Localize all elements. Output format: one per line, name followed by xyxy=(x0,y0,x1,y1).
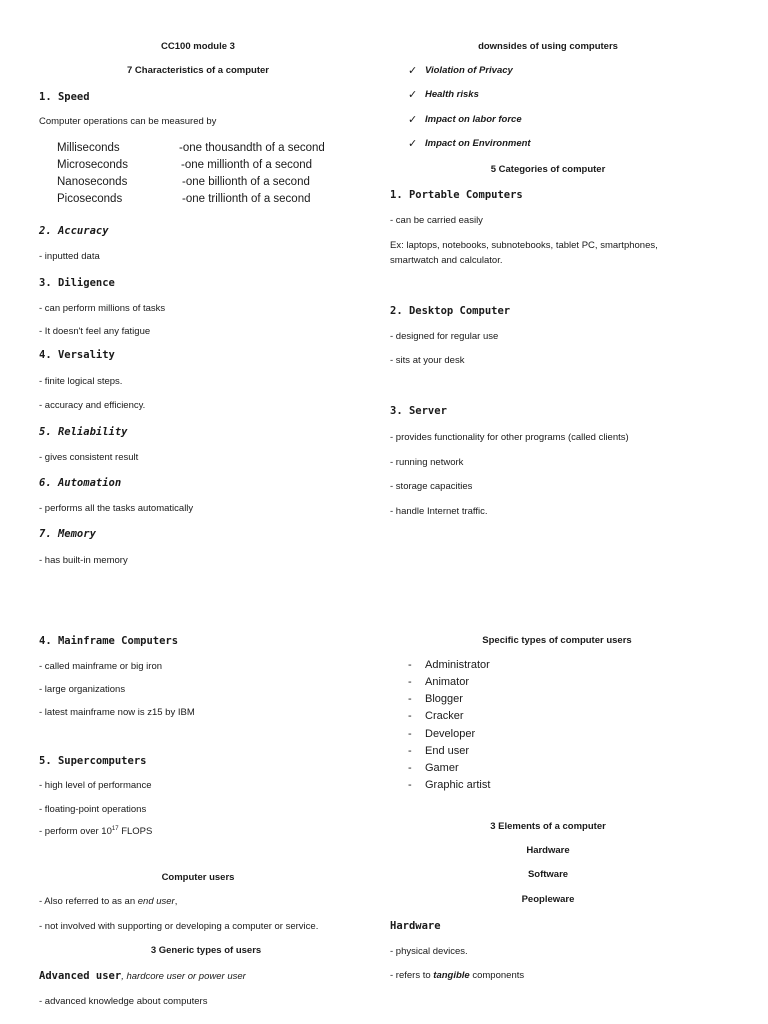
computer-users-title: Computer users xyxy=(161,872,235,883)
mainframe-heading: 4. Mainframe Computers xyxy=(39,635,179,647)
user-type-item: - Gamer xyxy=(408,762,459,774)
user-types-title: Specific types of computer users xyxy=(482,635,632,646)
check-icon: ✓ xyxy=(408,65,418,77)
user-type-item: - Graphic artist xyxy=(408,779,491,791)
accuracy-heading: 2. Accuracy xyxy=(39,225,109,237)
downsides-title: downsides of using computers xyxy=(478,41,618,52)
flops-exponent: 17 xyxy=(111,825,119,832)
server-line: - storage capacities xyxy=(390,481,473,492)
advanced-user-rest: , hardcore user or power user xyxy=(121,971,246,982)
hardware-heading: Hardware xyxy=(390,920,441,932)
user-type-label: Developer xyxy=(425,728,476,740)
element-item: Peopleware xyxy=(521,894,575,905)
check-icon: ✓ xyxy=(408,89,418,101)
supercomputers-heading: 5. Supercomputers xyxy=(39,755,147,767)
portable-heading: 1. Portable Computers xyxy=(390,189,523,201)
diligence-heading: 3. Diligence xyxy=(39,277,115,289)
user-type-label: Administrator xyxy=(425,659,490,671)
check-icon: ✓ xyxy=(408,114,418,126)
portable-example: Ex: laptops, notebooks, subnotebooks, tablet PC, smartphones, xyxy=(390,240,658,251)
memory-heading: 7. Memory xyxy=(39,528,96,540)
portable-example: smartwatch and calculator. xyxy=(390,255,503,266)
document-title: CC100 module 3 xyxy=(161,41,235,52)
unit-desc: -one trillionth of a second xyxy=(182,193,311,205)
advanced-user-bold: Advanced user xyxy=(39,970,122,982)
check-icon: ✓ xyxy=(408,138,418,150)
user-type-item: - End user xyxy=(408,745,470,757)
desktop-line: - designed for regular use xyxy=(390,331,499,342)
user-type-item: - Animator xyxy=(408,676,470,688)
elements-title: 3 Elements of a computer xyxy=(490,821,606,832)
users-line-em: end user xyxy=(137,896,175,907)
user-type-item: - Cracker xyxy=(408,710,464,722)
user-type-label: Graphic artist xyxy=(425,779,491,791)
supercomputers-line: - floating-point operations xyxy=(39,804,147,815)
downside-item: Health risks xyxy=(425,89,479,100)
users-line-suffix: , xyxy=(174,896,178,907)
element-item: Software xyxy=(527,869,569,880)
unit-name: Microseconds xyxy=(57,159,128,171)
advanced-user-text: - advanced knowledge about computers xyxy=(39,996,208,1007)
desktop-heading: 2. Desktop Computer xyxy=(390,305,511,317)
user-type-item: - Developer xyxy=(408,728,476,740)
advanced-user-line xyxy=(39,970,246,983)
hardware-line-prefix: - refers to xyxy=(390,970,434,981)
user-type-item: - Blogger xyxy=(408,693,463,705)
server-line: - handle Internet traffic. xyxy=(390,506,488,517)
user-type-label: Cracker xyxy=(425,710,464,722)
versality-line: - finite logical steps. xyxy=(39,376,123,387)
categories-title: 5 Categories of computer xyxy=(490,164,606,175)
flops-prefix: - perform over 10 xyxy=(39,826,112,837)
diligence-line: - It doesn't feel any fatigue xyxy=(39,326,151,337)
characteristics-title: 7 Characteristics of a computer xyxy=(126,65,270,76)
flops-suffix: FLOPS xyxy=(118,826,153,837)
unit-name: Nanoseconds xyxy=(57,176,128,188)
users-line: - not involved with supporting or developing a computer or service. xyxy=(39,921,319,932)
generic-users-title: 3 Generic types of users xyxy=(150,945,262,956)
versality-line: - accuracy and efficiency. xyxy=(39,400,146,411)
versality-heading: 4. Versality xyxy=(39,349,115,361)
diligence-line: - can perform millions of tasks xyxy=(39,303,166,314)
downside-item: Impact on labor force xyxy=(425,114,522,125)
speed-heading: 1. Speed xyxy=(39,91,90,103)
automation-text: - performs all the tasks automatically xyxy=(39,503,194,514)
downside-item: Impact on Environment xyxy=(425,138,531,149)
unit-name: Picoseconds xyxy=(57,193,123,205)
downside-item: Violation of Privacy xyxy=(425,65,513,76)
users-line xyxy=(39,896,177,908)
user-type-label: End user xyxy=(425,745,470,757)
users-line-prefix: - Also referred to as an xyxy=(39,896,138,907)
hardware-line-em: tangible xyxy=(433,970,470,981)
element-item: Hardware xyxy=(526,845,570,856)
reliability-text: - gives consistent result xyxy=(39,452,139,463)
server-heading: 3. Server xyxy=(390,405,447,417)
unit-name: Milliseconds xyxy=(57,142,120,154)
mainframe-line: - large organizations xyxy=(39,684,126,695)
unit-desc: -one millionth of a second xyxy=(181,159,313,171)
user-type-item: - Administrator xyxy=(408,659,490,671)
mainframe-line: - latest mainframe now is z15 by IBM xyxy=(39,707,195,718)
server-line: - running network xyxy=(390,457,464,468)
unit-desc: -one thousandth of a second xyxy=(179,142,325,154)
memory-text: - has built-in memory xyxy=(39,555,128,566)
flops-line xyxy=(39,826,152,838)
reliability-heading: 5. Reliability xyxy=(39,426,128,438)
unit-desc: -one billionth of a second xyxy=(182,176,310,188)
hardware-line: - physical devices. xyxy=(390,946,468,957)
hardware-line-suffix: components xyxy=(469,970,525,981)
server-line: - provides functionality for other programs (called clients) xyxy=(390,432,629,443)
supercomputers-line: - high level of performance xyxy=(39,780,152,791)
mainframe-line: - called mainframe or big iron xyxy=(39,661,163,672)
automation-heading: 6. Automation xyxy=(39,477,122,489)
user-type-label: Gamer xyxy=(425,762,459,774)
user-type-label: Blogger xyxy=(425,693,463,705)
hardware-line xyxy=(390,970,524,982)
desktop-line: - sits at your desk xyxy=(390,355,465,366)
accuracy-text: - inputted data xyxy=(39,251,100,262)
user-type-label: Animator xyxy=(425,676,470,688)
portable-text: - can be carried easily xyxy=(390,215,483,226)
speed-text: Computer operations can be measured by xyxy=(39,116,217,127)
